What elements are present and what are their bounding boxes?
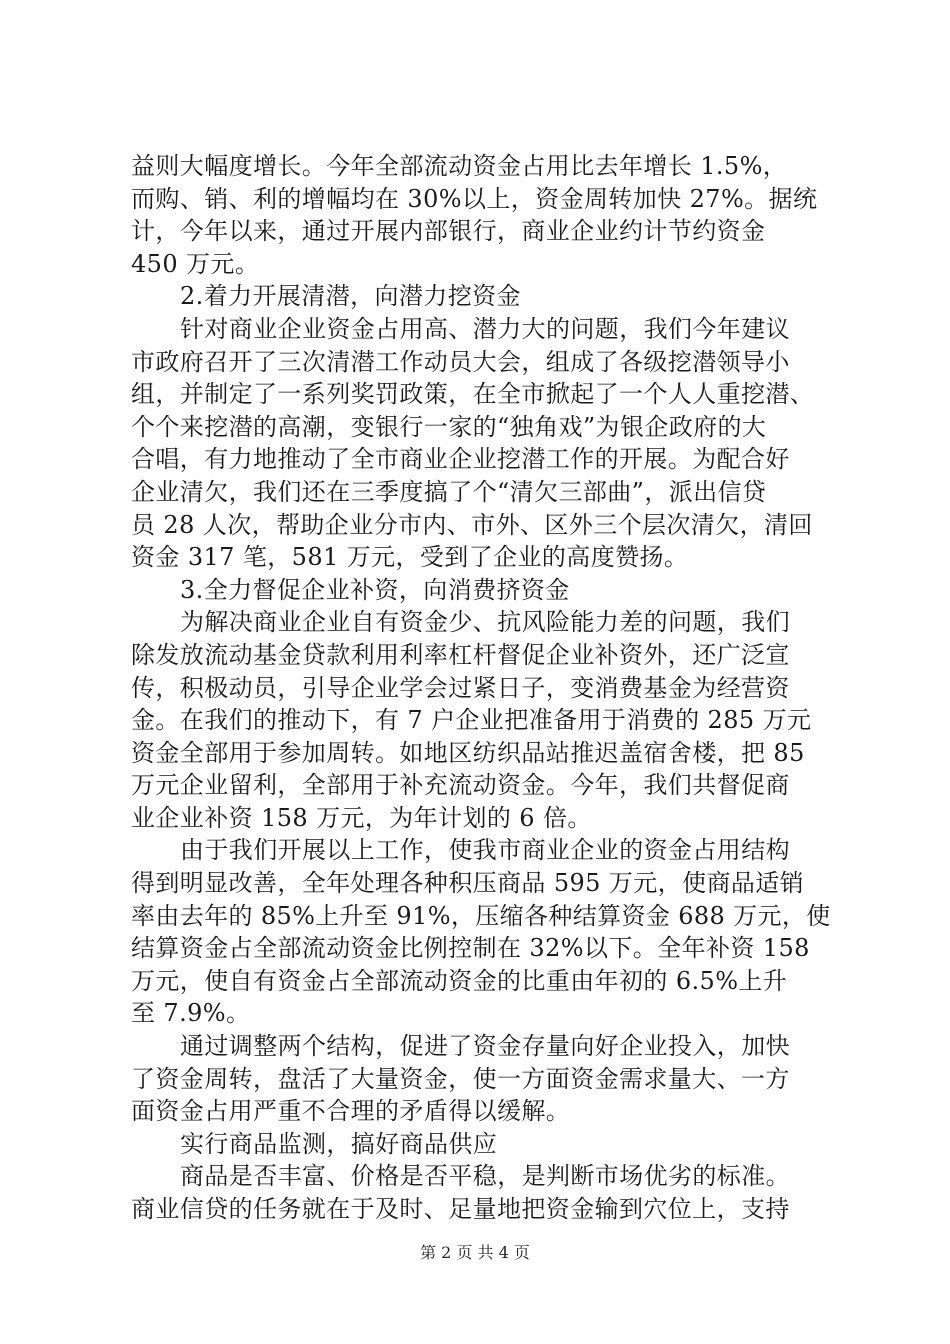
- text-line: 除发放流动基金贷款利用利率杠杆督促企业补资外，还广泛宣: [131, 640, 790, 669]
- section-heading: 3.全力督促企业补资，向消费挤资金: [180, 575, 570, 604]
- text-line: 个个来挖潜的高潮，变银行一家的“独角戏”为银企政府的大: [131, 412, 767, 441]
- text-line: 组，并制定了一系列奖罚政策，在全市掀起了一个人人重挖潜、: [131, 380, 815, 409]
- text-line: 通过调整两个结构，促进了资金存量向好企业投入，加快: [180, 1032, 790, 1061]
- text-line: 至 7.9%。: [131, 999, 251, 1028]
- page-footer: 第 2 页 共 4 页: [420, 1243, 530, 1262]
- text-line: 结算资金占全部流动资金比例控制在 32%以下。全年补资 158: [131, 934, 810, 963]
- text-line: 万元，使自有资金占全部流动资金的比重由年初的 6.5%上升: [131, 966, 788, 995]
- text-line: 商品是否丰富、价格是否平稳，是判断市场优劣的标准。: [180, 1162, 790, 1191]
- text-line: 针对商业企业资金占用高、潜力大的问题，我们今年建议: [180, 314, 790, 343]
- text-line: 得到明显改善，全年处理各种积压商品 595 万元，使商品适销: [131, 869, 805, 898]
- text-line: 企业清欠，我们还在三季度搞了个“清欠三部曲”，派出信贷: [131, 477, 767, 506]
- text-line: 资金 317 笔，581 万元，受到了企业的高度赞扬。: [131, 543, 689, 572]
- section-heading: 实行商品监测，搞好商品供应: [180, 1129, 498, 1158]
- text-line: 益则大幅度增长。今年全部流动资金占用比去年增长 1.5%，: [131, 152, 788, 180]
- text-line: 万元企业留利，全部用于补充流动资金。今年，我们共督促商: [131, 771, 790, 800]
- text-line: 合唱，有力地推动了全市商业企业挖潜工作的开展。为配合好: [131, 445, 790, 474]
- text-line: 率由去年的 85%上升至 91%，压缩各种结算资金 688 万元，使: [131, 901, 831, 930]
- text-line: 而购、销、利的增幅均在 30%以上，资金周转加快 27%。据统: [131, 184, 818, 213]
- text-line: 金。在我们的推动下，有 7 户企业把准备用于消费的 285 万元: [131, 706, 812, 735]
- text-line: 传，积极动员，引导企业学会过紧日子，变消费基金为经营资: [131, 673, 790, 702]
- text-line: 为解决商业企业自有资金少、抗风险能力差的问题，我们: [180, 608, 790, 637]
- text-line: 商业信贷的任务就在于及时、足量地把资金输到穴位上，支持: [131, 1195, 790, 1223]
- section-heading: 2.着力开展清潜，向潜力挖资金: [180, 282, 521, 311]
- text-line: 业企业补资 158 万元，为年计划的 6 倍。: [131, 803, 592, 832]
- text-line: 了资金周转，盘活了大量资金，使一方面资金需求量大、一方: [131, 1064, 790, 1093]
- text-line: 450 万元。: [131, 249, 260, 278]
- text-line: 员 28 人次，帮助企业分市内、市外、区外三个层次清欠，清回: [131, 510, 813, 539]
- document-body: [131, 150, 831, 1226]
- text-line: 资金全部用于参加周转。如地区纺织品站推迟盖宿舍楼，把 85: [131, 738, 805, 767]
- text-line: 市政府召开了三次清潜工作动员大会，组成了各级挖潜领导小: [131, 347, 790, 376]
- text-line: 面资金占用严重不合理的矛盾得以缓解。: [131, 1097, 571, 1126]
- text-line: 计，今年以来，通过开展内部银行，商业企业约计节约资金: [131, 217, 766, 246]
- text-line: 由于我们开展以上工作，使我市商业企业的资金占用结构: [180, 836, 790, 865]
